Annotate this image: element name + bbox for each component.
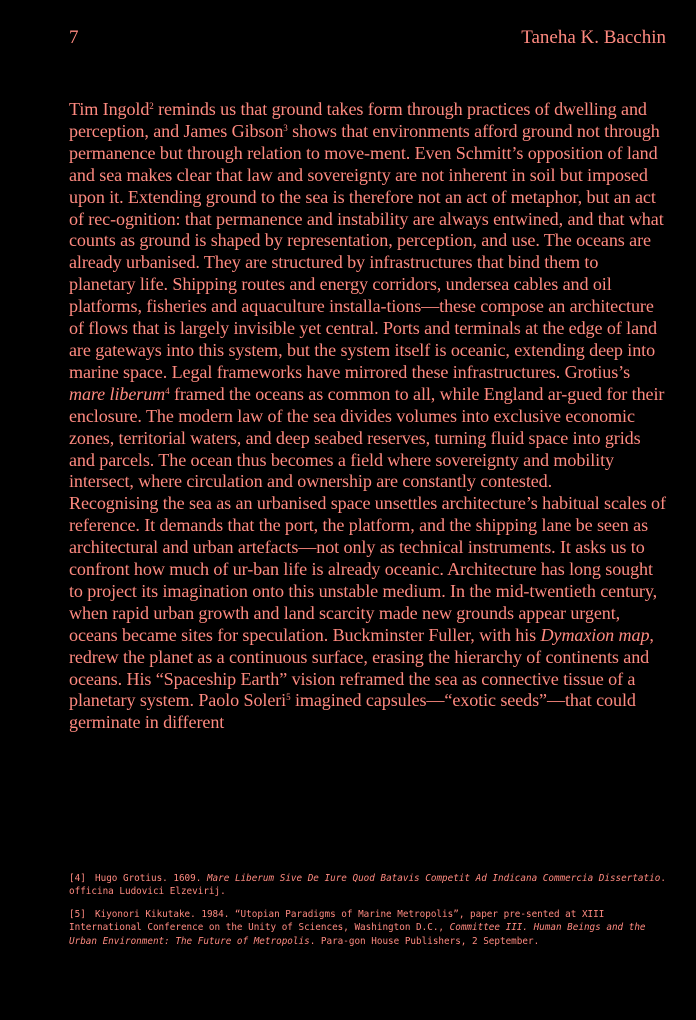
footnote-ref-2: 2 — [149, 101, 154, 111]
paragraph-2 — [69, 493, 669, 734]
footnote-mark: [5] — [69, 908, 86, 920]
text-span: framed the oceans as common to all, while England ar-gued for their enclosure. The modern law of the sea divides volumes into exclusive economic zones, territorial waters, and deep seabed reserves, turning fluid space into grids and parcels. The ocean thus becomes a field where sovereignty and mobility intersect, where circulation and ownership are constantly contested. — [69, 383, 665, 492]
text-span: Recognising the sea as an urbanised space unsettles architecture’s habitual scales of reference. It demands that the port, the platform, and the shipping lane be seen as architectural and urban artefacts—not only as technical instruments. It asks us to confront how much of ur-ban life is already oceanic. Architecture has long sought to project its imagination onto this unstable medium. In the mid-twentieth century, when rapid urban growth and land scarcity made new grounds appear urgent, oceans became sites for speculation. Buckminster Fuller, with his — [69, 493, 666, 645]
footnote-5 — [69, 908, 669, 948]
footnote-4 — [69, 872, 669, 899]
running-head-author: Taneha K. Bacchin — [521, 27, 666, 48]
page-number: 7 — [69, 27, 79, 48]
footnote-italic: Mare Liberum Sive De Iure Quod Batavis Competit Ad Indicana Commercia Dissertatio — [206, 873, 661, 884]
footnotes — [69, 872, 669, 957]
footnote-text: . Para-gon House Publishers, 2 September. — [309, 935, 540, 947]
text-span: Tim Ingold — [69, 99, 150, 119]
paragraph-1 — [69, 99, 669, 493]
italic-title-dymaxion-map: Dymaxion map — [540, 624, 650, 645]
footnote-italic: Committee III. Human Beings and the Urban Environment: The Future of Metropolis — [69, 922, 646, 947]
footnote-ref-3: 3 — [283, 122, 288, 133]
footnote-ref-4: 4 — [165, 385, 170, 396]
text-span: reminds us that ground takes form through practices of dwelling and perception, and James Gibson — [69, 99, 647, 141]
footnote-text: Kiyonori Kikutake. 1984. “Utopian Paradigms of Marine Metropolis”, paper pre-sented at XIII International Conference on the Unity of Sciences, Washington D.C., — [69, 908, 605, 934]
footnote-text: Hugo Grotius. 1609. — [95, 873, 207, 884]
text-span: , redrew the planet as a continuous surface, erasing the hierarchy of continents and oceans. His “Spaceship Earth” vision reframed the sea as connective tissue of a planetary system. Paolo Soleri — [69, 624, 654, 711]
main-text — [69, 99, 669, 734]
footnote-ref-5: 5 — [286, 692, 291, 703]
italic-title-mare-liberum: mare liberum — [69, 383, 166, 404]
text-span: imagined capsules—“exotic seeds”—that could germinate in different — [69, 690, 636, 733]
footnote-mark: [4] — [69, 873, 86, 884]
footnote-text: . officina Ludovici Elzevirij. — [69, 873, 666, 898]
text-span: shows that environments afford ground not through permanence but through relation to move-ment. Even Schmitt’s opposition of land and sea makes clear that law and sovereignty are not inherent in soil but imposed upon it. Extending ground to the sea is therefore not an act of metaphor, but an act of rec-ognition: that permanence and instability are always entwined, and that what counts as ground is shaped by representation, perception, and use. The oceans are already urbanised. They are structured by infrastructures that bind them to planetary life. Shipping routes and energy corridors, undersea cables and oil platforms, fisheries and aquaculture installa-tions—these compose an architecture of flows that is largely invisible yet central. Ports and terminals at the edge of land are gateways into this system, but the system itself is oceanic, extending deep into marine space. Legal frameworks have mirrored these infrastructures. Grotius’s — [69, 120, 664, 382]
